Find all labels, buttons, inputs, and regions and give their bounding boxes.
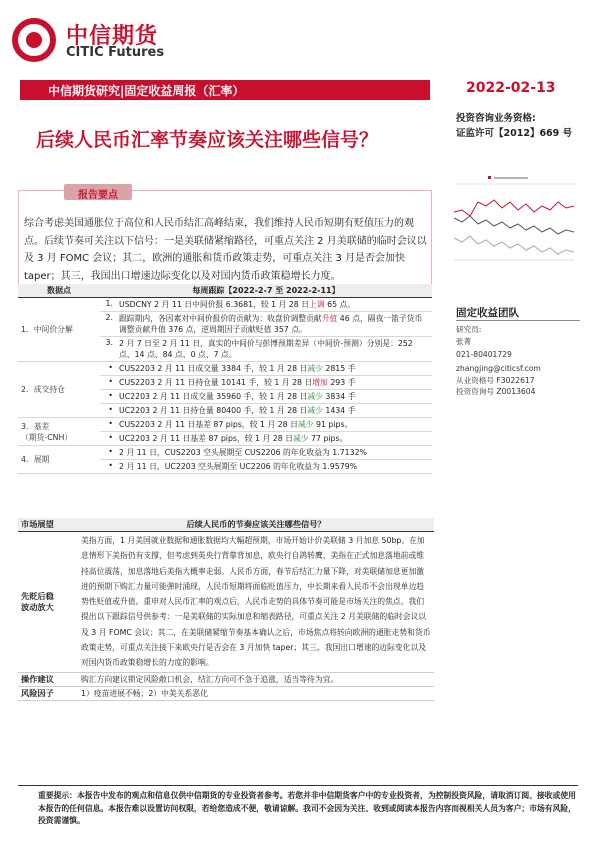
change-direction: 增加 [312, 378, 328, 387]
row-label: 操作建议 [18, 672, 78, 686]
row-category: 1．中间价分解 [18, 298, 100, 362]
row-text: 购汇方向建议锁定风险敞口机会，结汇方向可不急于追涨，适当等待为宜。 [78, 672, 434, 686]
row-text: 2 月 7 日至 2 月 11 日，真实的中间价与彭博预期差异（中间价-预测）分别是：252 点、14 点、84 点、0 点、7 点。 [116, 337, 432, 362]
change-direction: 减少 [307, 392, 323, 401]
row-marker: • [100, 376, 116, 390]
change-direction: 减少 [307, 364, 323, 373]
key-points-label: 报告要点 [64, 184, 132, 200]
row-text: 2 月 11 日，CUS2203 空头展期至 CUS2206 的年化收益为 1.7132% [116, 446, 432, 460]
row-text: USDCNY 2 月 11 日中间价报 6.3681，较 1 月 28 日上调 65 点。 [116, 298, 432, 312]
row-text: UC2203 2 月 11 日持仓量 80400 手，较 1 月 28 日减少 1434 手 [116, 404, 432, 418]
analyst-info-line: 021-80401729 [456, 350, 512, 359]
license-number: 证监许可【2012】669 号 [456, 128, 573, 139]
table-row [18, 298, 432, 312]
analyst-info-line: 张菁 [456, 337, 472, 346]
brand-logo-icon [12, 18, 56, 62]
weekly-tracking-table [18, 284, 432, 474]
row-category: 3．基差 （期货-CNH） [18, 418, 100, 446]
table-header-row [18, 518, 434, 532]
row-text: CUS2203 2 月 11 日持仓量 10141 手，较 1 月 28 日增加 293 手 [116, 376, 432, 390]
row-category: 2．成交持仓 [18, 362, 100, 418]
table-header-cell: 数据点 [18, 284, 100, 298]
change-direction: 升值 [321, 314, 338, 323]
brand-name-en: CITIC Futures [66, 45, 165, 60]
row-marker: • [100, 460, 116, 474]
table-header-cell: 每周跟踪【2022-2-7 至 2022-2-11】 [100, 284, 432, 298]
row-marker: • [100, 418, 116, 432]
row-label: 风险因子 [18, 686, 78, 700]
report-banner: 中信期货研究|固定收益周报（汇率） [20, 80, 430, 100]
row-text: 跟踪期内，各因素对中间价报价的贡献为：收盘价调整贡献升值 46 点，隔夜一篮子货币调整贡献升值 376 点，逆周期因子贡献贬值 357 点。 [116, 312, 432, 337]
row-text: 美指方面，1 月美国就业数据和通胀数据均大幅超预期，市场开始计价美联储 3 月加息 50bp。在加息情形下美指仍有支撑，但考虑到英央行背靠背加息，欧央行自鸽转鹰，美指在正式加息落地前或维持高位震荡，加息落地后美指大概率走弱。人民币方面，春节后结汇力量下降，对美联储加息更加激进的预期下购汇力量可能弹时涌现，人民币短期将面临贬值压力，中长期来看人民币不会出现单边趋势性贬值或升值。重申对人民币汇率的观点后，人民币走势的具体节奏可能是市场关注的焦点。我们提出以下跟踪信号供参考：一是美联储的实际加息和缩表路径，可重点关注 2 月美联储的临时会议以及 3 月 FOMC 会议；其二，在美联储紧缩节奏基本确认之后，市场焦点将转向欧洲的通胀走势和货币政策走势，可重点关注接下来欧央行是否会在 3 月加快 taper；其三，我国出口增速的边际变化以及对国内货币政策稳增长的力度的影响。 [78, 532, 434, 673]
report-date: 2022-02-13 [466, 80, 556, 96]
row-text: 1）疫苗进展不畅；2）中美关系恶化 [78, 686, 434, 700]
table-row [18, 418, 432, 432]
footer-divider [18, 785, 578, 786]
row-marker: • [100, 446, 116, 460]
table-row [18, 532, 434, 673]
row-text: UC2203 2 月 11 日基差 87 pips，较 1 月 28 日减少 77 pips。 [116, 432, 432, 446]
row-text: UC2203 2 月 11 日成交量 35960 手，较 1 月 28 日减少 3834 手 [116, 390, 432, 404]
change-direction: 减少 [297, 420, 314, 429]
row-marker: 2. [100, 312, 116, 337]
table-row [18, 362, 432, 376]
brand-name-cn: 中信期货 [66, 24, 159, 49]
row-marker: • [100, 404, 116, 418]
row-text: CUS2203 2 月 11 日成交量 3384 手，较 1 月 28 日减少 2815 手 [116, 362, 432, 376]
row-label: 先贬后稳 波动放大 [18, 532, 78, 673]
row-marker: • [100, 390, 116, 404]
mini-line-chart [448, 172, 580, 268]
change-direction: 上调 [309, 300, 325, 309]
table-header-cell: 市场展望 [18, 518, 78, 532]
key-points-text: 综合考虑美国通胀位于高位和人民币结汇高峰结束，我们维持人民币短期有贬值压力的观点。后续节奏可关注以下信号：一是美联储紧缩路径，可重点关注 2 月美联储的临时会议以及 3 月 FOMC 会议；其二，欧洲的通胀和货币政策走势，可重点关注 3 月是否会加快 taper；其三，我国出口增速边际变化以及对国内货币政策稳增长力度。 [24, 218, 427, 282]
row-marker: • [100, 432, 116, 446]
table-header-cell: 后续人民币的节奏应该关注哪些信号？ [78, 518, 434, 532]
analyst-info-line: zhangjing@citicsf.com [456, 364, 541, 373]
row-text: 2 月 11 日，UC2203 空头展期至 UC2206 的年化收益为 1.9579% [116, 460, 432, 474]
team-divider [456, 320, 580, 321]
row-marker: • [100, 362, 116, 376]
row-category: 4．展期 [18, 446, 100, 474]
change-direction: 减少 [307, 406, 323, 415]
analyst-info-line: 从业资格号 F3022617 [456, 376, 535, 385]
table-row [18, 686, 434, 700]
row-marker: 1. [100, 298, 116, 312]
table-row [18, 672, 434, 686]
qualification-label: 投资咨询业务资格: [456, 113, 536, 124]
market-outlook-table [18, 518, 434, 701]
change-direction: 减少 [292, 434, 309, 443]
page-title: 后续人民币汇率节奏应该关注哪些信号？ [36, 129, 379, 151]
row-marker: 3. [100, 337, 116, 362]
table-row [18, 446, 432, 460]
row-text: CUS2203 2 月 11 日基差 87 pips，较 1 月 28 日减少 91 pips。 [116, 418, 432, 432]
analyst-info-line: 研究员: [456, 325, 482, 334]
disclaimer-text: 重要提示：本报告中发布的观点和信息仅供中信期货的专业投资者参考。若您并非中信期货客户中的专业投资者，为控制投资风险，请取消订阅、接收或使用本报告的任何信息。本报告难以设置访问权限，若给您造成不便，敬请谅解。我司不会因为关注、收到或阅读本报告内容而视相关人员为客户；市场有风险，投资需谨慎。 [38, 791, 576, 825]
table-header-row [18, 284, 432, 298]
analyst-info-line: 投资咨询号 Z0013604 [456, 387, 536, 396]
team-title: 固定收益团队 [456, 307, 519, 319]
